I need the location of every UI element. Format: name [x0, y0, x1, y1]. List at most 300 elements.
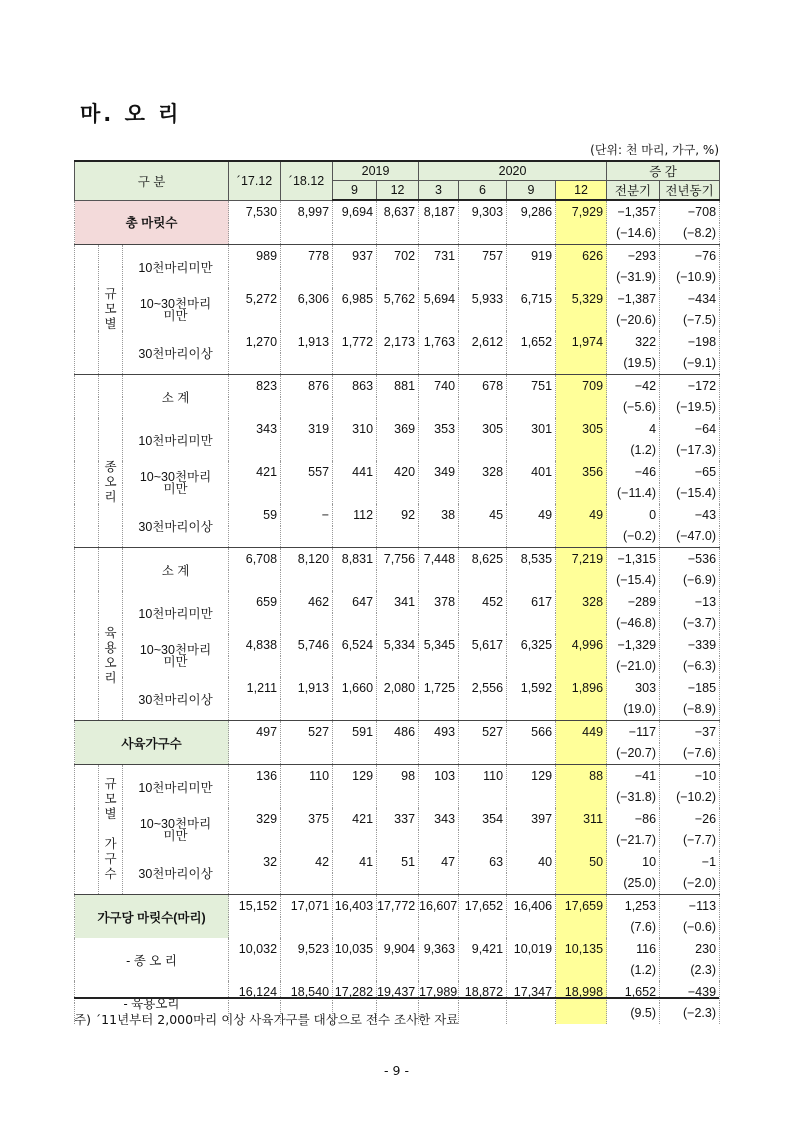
value-cell: −65	[660, 461, 720, 483]
header-prev-year: 전년동기	[660, 181, 720, 201]
value-cell	[377, 743, 419, 765]
value-cell: (−15.4)	[607, 570, 660, 592]
value-cell	[419, 743, 459, 765]
value-cell: −46	[607, 461, 660, 483]
value-cell: 6,708	[229, 548, 281, 570]
value-cell: 626	[556, 245, 607, 267]
value-cell	[333, 353, 377, 375]
row-label: 30천마리이상	[123, 504, 229, 548]
value-cell	[229, 353, 281, 375]
value-cell	[281, 656, 333, 678]
table-row	[75, 765, 720, 787]
value-cell: (7.6)	[607, 917, 660, 939]
value-cell: 4	[607, 418, 660, 440]
value-cell	[377, 787, 419, 809]
value-cell	[281, 830, 333, 852]
value-cell: 17,282	[333, 981, 377, 1003]
value-cell: 617	[507, 591, 556, 613]
value-cell: −1,329	[607, 634, 660, 656]
value-cell	[229, 613, 281, 635]
value-cell	[556, 699, 607, 721]
row-label-two-line	[123, 471, 228, 495]
value-cell: −708	[660, 200, 720, 223]
value-cell: 9,523	[281, 938, 333, 960]
value-cell	[281, 397, 333, 419]
row-label	[123, 461, 229, 504]
value-cell	[377, 873, 419, 895]
value-cell	[333, 570, 377, 592]
value-cell: 740	[419, 375, 459, 397]
value-cell: 16,607	[419, 895, 459, 917]
value-cell	[556, 960, 607, 982]
value-cell: −1	[660, 851, 720, 873]
value-cell: 7,530	[229, 200, 281, 223]
value-cell: 98	[377, 765, 419, 787]
table-row	[75, 288, 720, 310]
value-cell	[333, 613, 377, 635]
value-cell: (−11.4)	[607, 483, 660, 505]
row-label: 10천마리미만	[123, 245, 229, 289]
value-cell: −1,357	[607, 200, 660, 223]
value-cell: 823	[229, 375, 281, 397]
row-label-two-line	[123, 644, 228, 668]
value-cell: (−0.2)	[607, 526, 660, 548]
value-cell: 110	[281, 765, 333, 787]
value-cell	[229, 397, 281, 419]
row-label: 10천마리미만	[123, 591, 229, 634]
value-cell: 4,838	[229, 634, 281, 656]
value-cell: 709	[556, 375, 607, 397]
value-cell: 16,403	[333, 895, 377, 917]
value-cell: 5,933	[459, 288, 507, 310]
value-cell: 7,448	[419, 548, 459, 570]
value-cell	[229, 960, 281, 982]
value-cell: 353	[419, 418, 459, 440]
value-cell	[459, 397, 507, 419]
value-cell: 7,756	[377, 548, 419, 570]
value-cell	[229, 656, 281, 678]
value-cell: 17,989	[419, 981, 459, 1003]
value-cell	[377, 440, 419, 462]
value-cell	[507, 440, 556, 462]
value-cell	[281, 699, 333, 721]
value-cell: −536	[660, 548, 720, 570]
indent-cell	[75, 375, 99, 548]
value-cell: 10	[607, 851, 660, 873]
value-cell: −37	[660, 721, 720, 743]
value-cell: 5,334	[377, 634, 419, 656]
value-cell	[229, 830, 281, 852]
row-label-line1: 10~30천마리	[139, 816, 212, 831]
value-cell: 16,406	[507, 895, 556, 917]
value-cell	[419, 613, 459, 635]
value-cell: −117	[607, 721, 660, 743]
value-cell: 8,997	[281, 200, 333, 223]
value-cell: (−2.0)	[660, 873, 720, 895]
value-cell	[459, 440, 507, 462]
value-cell	[556, 397, 607, 419]
value-cell: −26	[660, 808, 720, 830]
value-cell	[556, 1003, 607, 1025]
value-cell	[556, 787, 607, 809]
value-cell	[459, 483, 507, 505]
value-cell	[377, 483, 419, 505]
value-cell: 420	[377, 461, 419, 483]
value-cell	[377, 960, 419, 982]
value-cell: 116	[607, 938, 660, 960]
value-cell: 356	[556, 461, 607, 483]
value-cell	[507, 743, 556, 765]
value-cell	[419, 656, 459, 678]
value-cell: 17,772	[377, 895, 419, 917]
value-cell	[229, 570, 281, 592]
value-cell: 129	[507, 765, 556, 787]
value-cell	[507, 873, 556, 895]
value-cell: 49	[507, 504, 556, 526]
value-cell: 10,035	[333, 938, 377, 960]
value-cell	[556, 613, 607, 635]
row-label-line2: 미만	[163, 828, 188, 843]
value-cell: 757	[459, 245, 507, 267]
value-cell: (−14.6)	[607, 223, 660, 245]
value-cell: 354	[459, 808, 507, 830]
value-cell	[333, 917, 377, 939]
table-row	[75, 331, 720, 353]
value-cell	[229, 483, 281, 505]
row-label-two-line	[123, 818, 228, 842]
header-category: 구 분	[75, 161, 229, 200]
value-cell: 18,540	[281, 981, 333, 1003]
value-cell	[229, 873, 281, 895]
value-cell	[419, 526, 459, 548]
row-label: - 종 오 리	[75, 938, 229, 981]
table-row	[75, 808, 720, 830]
value-cell: 32	[229, 851, 281, 873]
value-cell	[333, 483, 377, 505]
table-row	[75, 634, 720, 656]
value-cell	[281, 787, 333, 809]
value-cell	[333, 526, 377, 548]
indent-cell	[75, 245, 99, 375]
value-cell: −1,315	[607, 548, 660, 570]
value-cell: 1,652	[507, 331, 556, 353]
value-cell: 1,652	[607, 981, 660, 1003]
value-cell: (−15.4)	[660, 483, 720, 505]
value-cell	[419, 310, 459, 332]
value-cell	[281, 613, 333, 635]
value-cell: 15,152	[229, 895, 281, 917]
value-cell	[507, 917, 556, 939]
table-row	[75, 504, 720, 526]
value-cell	[377, 656, 419, 678]
value-cell: 566	[507, 721, 556, 743]
value-cell	[419, 699, 459, 721]
row-label: 소 계	[123, 548, 229, 592]
value-cell: 5,345	[419, 634, 459, 656]
value-cell: (1.2)	[607, 960, 660, 982]
value-cell	[281, 310, 333, 332]
value-cell	[507, 613, 556, 635]
value-cell: 343	[229, 418, 281, 440]
value-cell	[556, 440, 607, 462]
table-row	[75, 461, 720, 483]
value-cell: 7,219	[556, 548, 607, 570]
value-cell	[556, 830, 607, 852]
value-cell: (19.5)	[607, 353, 660, 375]
row-label	[123, 288, 229, 331]
value-cell: 8,535	[507, 548, 556, 570]
row-label: - 육용오리	[75, 981, 229, 1024]
value-cell: −172	[660, 375, 720, 397]
value-cell	[507, 526, 556, 548]
value-cell: 1,270	[229, 331, 281, 353]
value-cell	[507, 787, 556, 809]
value-cell	[556, 223, 607, 245]
value-cell: 557	[281, 461, 333, 483]
value-cell: 486	[377, 721, 419, 743]
header-change: 증 감	[607, 161, 720, 181]
value-cell	[419, 917, 459, 939]
value-cell: −42	[607, 375, 660, 397]
value-cell: (−31.8)	[607, 787, 660, 809]
table-bottom-rule	[74, 997, 719, 999]
value-cell	[229, 787, 281, 809]
value-cell: −43	[660, 504, 720, 526]
value-cell	[556, 570, 607, 592]
value-cell: 6,325	[507, 634, 556, 656]
group-label-household-size: 규 모 별 가 구 수	[99, 765, 123, 895]
value-cell	[229, 310, 281, 332]
value-cell: 1,660	[333, 677, 377, 699]
value-cell	[459, 223, 507, 245]
value-cell: 0	[607, 504, 660, 526]
value-cell	[507, 397, 556, 419]
value-cell	[419, 483, 459, 505]
value-cell: 88	[556, 765, 607, 787]
value-cell: 1,211	[229, 677, 281, 699]
value-cell: (1.2)	[607, 440, 660, 462]
value-cell	[419, 570, 459, 592]
value-cell: −10	[660, 765, 720, 787]
value-cell: (−21.0)	[607, 656, 660, 678]
value-cell: 1,253	[607, 895, 660, 917]
value-cell: 38	[419, 504, 459, 526]
value-cell: 310	[333, 418, 377, 440]
value-cell	[459, 830, 507, 852]
value-cell	[377, 397, 419, 419]
value-cell: 136	[229, 765, 281, 787]
unit-note: (단위: 천 마리, 가구, %)	[590, 143, 719, 157]
value-cell: 9,904	[377, 938, 419, 960]
value-cell: 49	[556, 504, 607, 526]
value-cell: 4,996	[556, 634, 607, 656]
value-cell: 1,913	[281, 677, 333, 699]
value-cell	[229, 917, 281, 939]
value-cell: 5,329	[556, 288, 607, 310]
table-row	[75, 981, 720, 1003]
value-cell	[281, 267, 333, 289]
value-cell	[507, 267, 556, 289]
value-cell	[507, 353, 556, 375]
value-cell: (−8.9)	[660, 699, 720, 721]
value-cell: 452	[459, 591, 507, 613]
value-cell	[419, 440, 459, 462]
value-cell: 329	[229, 808, 281, 830]
value-cell: 322	[607, 331, 660, 353]
table-row	[75, 418, 720, 440]
value-cell: 702	[377, 245, 419, 267]
value-cell: 51	[377, 851, 419, 873]
value-cell	[281, 570, 333, 592]
value-cell	[333, 830, 377, 852]
value-cell: 876	[281, 375, 333, 397]
row-label	[123, 808, 229, 851]
value-cell	[556, 743, 607, 765]
header-2020-3: 3	[419, 181, 459, 201]
value-cell	[229, 267, 281, 289]
value-cell: −41	[607, 765, 660, 787]
value-cell	[377, 526, 419, 548]
value-cell: (−9.1)	[660, 353, 720, 375]
indent-cell	[75, 548, 99, 721]
value-cell	[281, 526, 333, 548]
value-cell: 18,998	[556, 981, 607, 1003]
table-row	[75, 938, 720, 960]
value-cell: 6,715	[507, 288, 556, 310]
value-cell	[377, 310, 419, 332]
value-cell	[556, 483, 607, 505]
blank-cell	[99, 375, 123, 419]
value-cell	[419, 830, 459, 852]
value-cell: (19.0)	[607, 699, 660, 721]
value-cell	[507, 830, 556, 852]
value-cell	[281, 960, 333, 982]
value-cell: 441	[333, 461, 377, 483]
value-cell	[556, 267, 607, 289]
value-cell	[333, 960, 377, 982]
value-cell: 45	[459, 504, 507, 526]
value-cell: 1,974	[556, 331, 607, 353]
value-cell	[507, 483, 556, 505]
group-label-meat: 육 용 오 리	[99, 591, 123, 721]
value-cell: 40	[507, 851, 556, 873]
value-cell: 527	[281, 721, 333, 743]
value-cell: 1,725	[419, 677, 459, 699]
value-cell: 462	[281, 591, 333, 613]
value-cell: −289	[607, 591, 660, 613]
footnote: 주) ´11년부터 2,000마리 이상 사육가구를 대상으로 전수 조사한 자료	[74, 1012, 459, 1027]
value-cell: 2,080	[377, 677, 419, 699]
row-label-line1: 10~30천마리	[139, 642, 212, 657]
value-cell	[281, 743, 333, 765]
value-cell: −198	[660, 331, 720, 353]
value-cell: 1,592	[507, 677, 556, 699]
value-cell: 5,617	[459, 634, 507, 656]
value-cell: 9,421	[459, 938, 507, 960]
value-cell	[377, 699, 419, 721]
value-cell	[333, 440, 377, 462]
row-label-line2: 미만	[163, 308, 188, 323]
value-cell: −	[281, 504, 333, 526]
value-cell: −13	[660, 591, 720, 613]
value-cell: 16,124	[229, 981, 281, 1003]
value-cell: −434	[660, 288, 720, 310]
value-cell: 497	[229, 721, 281, 743]
value-cell: 9,363	[419, 938, 459, 960]
value-cell: 659	[229, 591, 281, 613]
value-cell	[459, 699, 507, 721]
value-cell: −185	[660, 677, 720, 699]
value-cell	[333, 743, 377, 765]
value-cell	[333, 873, 377, 895]
header-2020-6: 6	[459, 181, 507, 201]
value-cell: 328	[556, 591, 607, 613]
value-cell: −64	[660, 418, 720, 440]
value-cell: 303	[607, 677, 660, 699]
value-cell: 989	[229, 245, 281, 267]
value-cell: 9,694	[333, 200, 377, 223]
value-cell: 10,032	[229, 938, 281, 960]
value-cell: 881	[377, 375, 419, 397]
value-cell	[507, 223, 556, 245]
table-row	[75, 895, 720, 917]
table-row	[75, 245, 720, 267]
value-cell: 421	[333, 808, 377, 830]
value-cell: (−2.3)	[660, 1003, 720, 1025]
value-cell	[419, 223, 459, 245]
value-cell	[377, 917, 419, 939]
value-cell	[507, 1003, 556, 1025]
value-cell: 2,173	[377, 331, 419, 353]
value-cell: (−3.7)	[660, 613, 720, 635]
value-cell: (−47.0)	[660, 526, 720, 548]
value-cell	[333, 699, 377, 721]
value-cell: 337	[377, 808, 419, 830]
header-2019-12: 12	[377, 181, 419, 201]
value-cell: (−21.7)	[607, 830, 660, 852]
value-cell	[459, 1003, 507, 1025]
value-cell: (−20.6)	[607, 310, 660, 332]
value-cell	[229, 743, 281, 765]
header-prev-quarter: 전분기	[607, 181, 660, 201]
row-label-two-line	[123, 298, 228, 322]
value-cell	[556, 310, 607, 332]
value-cell: 305	[556, 418, 607, 440]
value-cell: 341	[377, 591, 419, 613]
value-cell: 678	[459, 375, 507, 397]
value-cell: 19,437	[377, 981, 419, 1003]
value-cell: 1,763	[419, 331, 459, 353]
row-label-line1: 10~30천마리	[139, 469, 212, 484]
value-cell: (−20.7)	[607, 743, 660, 765]
value-cell	[459, 613, 507, 635]
row-label: 30천마리이상	[123, 851, 229, 895]
value-cell: 5,694	[419, 288, 459, 310]
value-cell: 369	[377, 418, 419, 440]
value-cell	[459, 656, 507, 678]
value-cell: 6,985	[333, 288, 377, 310]
value-cell: 421	[229, 461, 281, 483]
value-cell	[281, 223, 333, 245]
value-cell: 319	[281, 418, 333, 440]
table-row	[75, 721, 720, 743]
row-label: 30천마리이상	[123, 677, 229, 721]
value-cell: 6,306	[281, 288, 333, 310]
value-cell	[459, 873, 507, 895]
value-cell	[556, 917, 607, 939]
value-cell	[281, 483, 333, 505]
value-cell: 527	[459, 721, 507, 743]
